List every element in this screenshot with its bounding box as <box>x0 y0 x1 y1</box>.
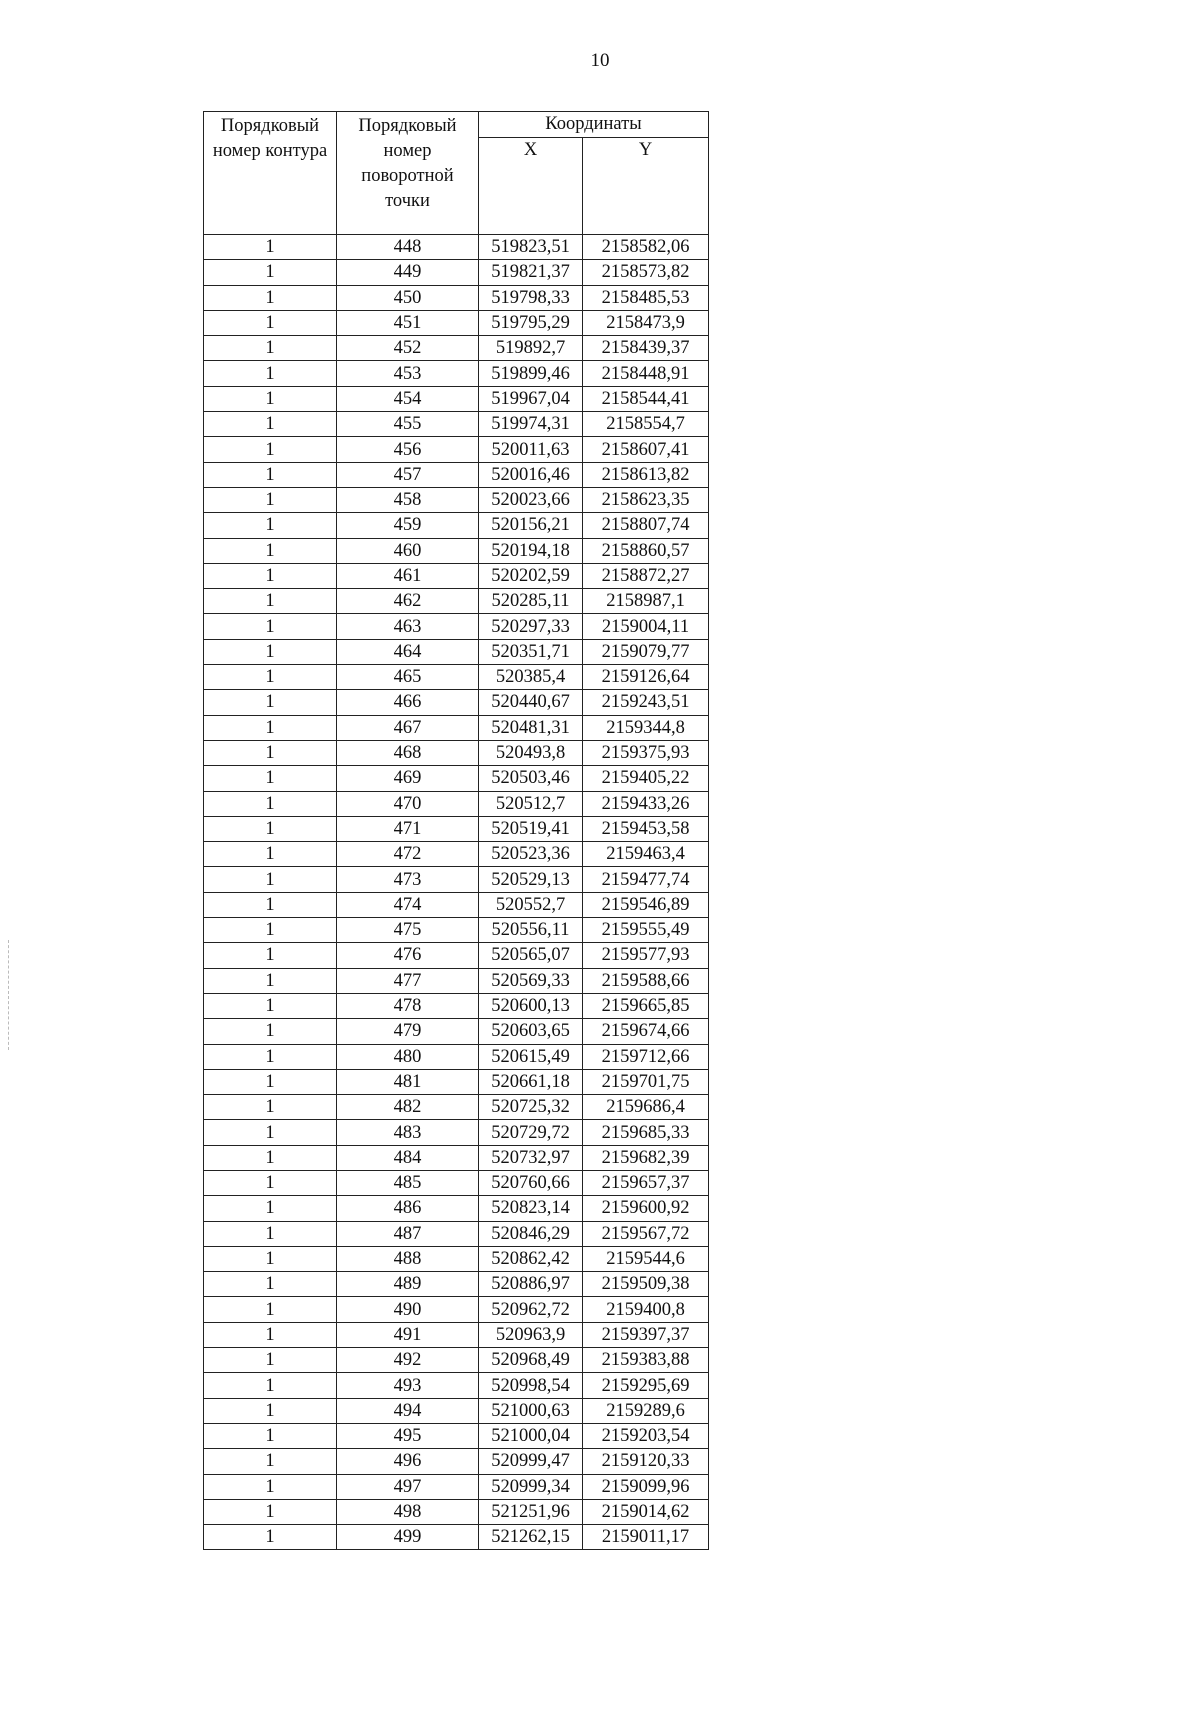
cell-contour: 1 <box>204 310 337 335</box>
cell-point: 472 <box>337 842 479 867</box>
header-y: Y <box>583 138 709 235</box>
header-contour-label: Порядковый номер контура <box>212 116 328 161</box>
table-row <box>204 1423 709 1448</box>
cell-contour: 1 <box>204 892 337 917</box>
table-row <box>204 1272 709 1297</box>
cell-x: 520440,67 <box>479 690 583 715</box>
cell-contour: 1 <box>204 513 337 538</box>
table-row <box>204 235 709 260</box>
table-row <box>204 1145 709 1170</box>
cell-y: 2159555,49 <box>583 918 709 943</box>
cell-x: 520968,49 <box>479 1348 583 1373</box>
cell-point: 494 <box>337 1398 479 1423</box>
cell-x: 520886,97 <box>479 1272 583 1297</box>
cell-contour: 1 <box>204 614 337 639</box>
cell-x: 520552,7 <box>479 892 583 917</box>
table-row <box>204 993 709 1018</box>
cell-y: 2159099,96 <box>583 1474 709 1499</box>
cell-contour: 1 <box>204 1069 337 1094</box>
cell-point: 484 <box>337 1145 479 1170</box>
cell-contour: 1 <box>204 1398 337 1423</box>
cell-y: 2159120,33 <box>583 1449 709 1474</box>
table-row <box>204 842 709 867</box>
cell-x: 520523,36 <box>479 842 583 867</box>
cell-y: 2159375,93 <box>583 740 709 765</box>
table-row <box>204 1069 709 1094</box>
cell-contour: 1 <box>204 437 337 462</box>
cell-y: 2159544,6 <box>583 1246 709 1271</box>
cell-y: 2158613,82 <box>583 462 709 487</box>
cell-point: 481 <box>337 1069 479 1094</box>
cell-x: 520156,21 <box>479 513 583 538</box>
table-row <box>204 1525 709 1550</box>
cell-point: 478 <box>337 993 479 1018</box>
cell-contour: 1 <box>204 589 337 614</box>
table-row <box>204 665 709 690</box>
cell-contour: 1 <box>204 1246 337 1271</box>
cell-x: 520297,33 <box>479 614 583 639</box>
cell-point: 471 <box>337 816 479 841</box>
cell-contour: 1 <box>204 766 337 791</box>
cell-y: 2158473,9 <box>583 310 709 335</box>
table-row <box>204 943 709 968</box>
table-row <box>204 487 709 512</box>
cell-y: 2158807,74 <box>583 513 709 538</box>
cell-contour: 1 <box>204 918 337 943</box>
cell-point: 497 <box>337 1474 479 1499</box>
cell-x: 520999,47 <box>479 1449 583 1474</box>
cell-x: 519798,33 <box>479 285 583 310</box>
table-row <box>204 639 709 664</box>
cell-y: 2158582,06 <box>583 235 709 260</box>
table-row <box>204 614 709 639</box>
table-row <box>204 918 709 943</box>
cell-point: 470 <box>337 791 479 816</box>
table-row <box>204 1095 709 1120</box>
table-row <box>204 1246 709 1271</box>
table-row <box>204 589 709 614</box>
table-row <box>204 1044 709 1069</box>
cell-point: 448 <box>337 235 479 260</box>
cell-x: 520285,11 <box>479 589 583 614</box>
cell-x: 519967,04 <box>479 386 583 411</box>
cell-contour: 1 <box>204 1044 337 1069</box>
cell-y: 2158987,1 <box>583 589 709 614</box>
cell-contour: 1 <box>204 1272 337 1297</box>
cell-y: 2159509,38 <box>583 1272 709 1297</box>
cell-x: 520823,14 <box>479 1196 583 1221</box>
cell-contour: 1 <box>204 412 337 437</box>
cell-point: 496 <box>337 1449 479 1474</box>
cell-point: 498 <box>337 1499 479 1524</box>
cell-x: 520202,59 <box>479 563 583 588</box>
cell-contour: 1 <box>204 1120 337 1145</box>
cell-y: 2159289,6 <box>583 1398 709 1423</box>
cell-point: 476 <box>337 943 479 968</box>
cell-x: 520503,46 <box>479 766 583 791</box>
cell-point: 490 <box>337 1297 479 1322</box>
cell-contour: 1 <box>204 260 337 285</box>
cell-y: 2159405,22 <box>583 766 709 791</box>
cell-x: 520023,66 <box>479 487 583 512</box>
cell-x: 519892,7 <box>479 336 583 361</box>
cell-x: 520862,42 <box>479 1246 583 1271</box>
cell-point: 458 <box>337 487 479 512</box>
cell-point: 459 <box>337 513 479 538</box>
cell-contour: 1 <box>204 1525 337 1550</box>
cell-contour: 1 <box>204 867 337 892</box>
table-row <box>204 1449 709 1474</box>
cell-point: 493 <box>337 1373 479 1398</box>
cell-y: 2158872,27 <box>583 563 709 588</box>
cell-point: 451 <box>337 310 479 335</box>
table-row <box>204 791 709 816</box>
cell-x: 520846,29 <box>479 1221 583 1246</box>
page-number: 10 <box>590 50 610 71</box>
cell-y: 2158623,35 <box>583 487 709 512</box>
cell-point: 465 <box>337 665 479 690</box>
cell-y: 2159400,8 <box>583 1297 709 1322</box>
header-coordinates: Координаты <box>479 112 709 138</box>
cell-x: 519795,29 <box>479 310 583 335</box>
cell-point: 461 <box>337 563 479 588</box>
cell-y: 2159203,54 <box>583 1423 709 1448</box>
cell-point: 467 <box>337 715 479 740</box>
cell-x: 520529,13 <box>479 867 583 892</box>
table-body <box>204 235 709 1550</box>
cell-point: 492 <box>337 1348 479 1373</box>
cell-y: 2159079,77 <box>583 639 709 664</box>
cell-point: 463 <box>337 614 479 639</box>
cell-x: 520481,31 <box>479 715 583 740</box>
cell-point: 482 <box>337 1095 479 1120</box>
cell-contour: 1 <box>204 715 337 740</box>
cell-point: 455 <box>337 412 479 437</box>
table-row <box>204 437 709 462</box>
cell-contour: 1 <box>204 1170 337 1195</box>
cell-point: 486 <box>337 1196 479 1221</box>
cell-y: 2158554,7 <box>583 412 709 437</box>
cell-point: 479 <box>337 1019 479 1044</box>
cell-point: 474 <box>337 892 479 917</box>
cell-point: 457 <box>337 462 479 487</box>
table-row <box>204 816 709 841</box>
cell-point: 462 <box>337 589 479 614</box>
table-row <box>204 1474 709 1499</box>
cell-y: 2159685,33 <box>583 1120 709 1145</box>
cell-contour: 1 <box>204 386 337 411</box>
cell-y: 2159344,8 <box>583 715 709 740</box>
table-row <box>204 867 709 892</box>
cell-y: 2159600,92 <box>583 1196 709 1221</box>
cell-x: 520615,49 <box>479 1044 583 1069</box>
cell-y: 2159701,75 <box>583 1069 709 1094</box>
cell-point: 485 <box>337 1170 479 1195</box>
cell-x: 520512,7 <box>479 791 583 816</box>
cell-x: 520963,9 <box>479 1322 583 1347</box>
cell-point: 473 <box>337 867 479 892</box>
cell-contour: 1 <box>204 1221 337 1246</box>
cell-x: 519823,51 <box>479 235 583 260</box>
cell-point: 489 <box>337 1272 479 1297</box>
table-row <box>204 1373 709 1398</box>
cell-x: 520999,34 <box>479 1474 583 1499</box>
table-row <box>204 1297 709 1322</box>
cell-x: 520732,97 <box>479 1145 583 1170</box>
cell-y: 2159295,69 <box>583 1373 709 1398</box>
cell-x: 520351,71 <box>479 639 583 664</box>
cell-y: 2158485,53 <box>583 285 709 310</box>
table-row <box>204 412 709 437</box>
header-contour-number <box>204 112 337 235</box>
cell-y: 2159674,66 <box>583 1019 709 1044</box>
table-row <box>204 285 709 310</box>
cell-contour: 1 <box>204 639 337 664</box>
cell-contour: 1 <box>204 1196 337 1221</box>
cell-contour: 1 <box>204 993 337 1018</box>
cell-y: 2159665,85 <box>583 993 709 1018</box>
cell-point: 477 <box>337 968 479 993</box>
cell-contour: 1 <box>204 1423 337 1448</box>
cell-point: 495 <box>337 1423 479 1448</box>
cell-contour: 1 <box>204 1348 337 1373</box>
cell-x: 521000,63 <box>479 1398 583 1423</box>
cell-y: 2159588,66 <box>583 968 709 993</box>
cell-y: 2159712,66 <box>583 1044 709 1069</box>
cell-y: 2159567,72 <box>583 1221 709 1246</box>
table-row <box>204 1398 709 1423</box>
cell-contour: 1 <box>204 1474 337 1499</box>
cell-y: 2159577,93 <box>583 943 709 968</box>
cell-contour: 1 <box>204 740 337 765</box>
cell-point: 466 <box>337 690 479 715</box>
cell-contour: 1 <box>204 235 337 260</box>
table-row <box>204 1348 709 1373</box>
cell-contour: 1 <box>204 1373 337 1398</box>
cell-point: 480 <box>337 1044 479 1069</box>
cell-contour: 1 <box>204 1145 337 1170</box>
cell-contour: 1 <box>204 285 337 310</box>
cell-point: 499 <box>337 1525 479 1550</box>
cell-contour: 1 <box>204 1322 337 1347</box>
cell-y: 2159383,88 <box>583 1348 709 1373</box>
cell-point: 469 <box>337 766 479 791</box>
table-row <box>204 513 709 538</box>
cell-x: 520011,63 <box>479 437 583 462</box>
cell-x: 520661,18 <box>479 1069 583 1094</box>
cell-x: 521251,96 <box>479 1499 583 1524</box>
cell-contour: 1 <box>204 487 337 512</box>
cell-x: 520600,13 <box>479 993 583 1018</box>
table-row <box>204 740 709 765</box>
table-row <box>204 1322 709 1347</box>
cell-y: 2159011,17 <box>583 1525 709 1550</box>
cell-point: 452 <box>337 336 479 361</box>
cell-contour: 1 <box>204 538 337 563</box>
table-row <box>204 310 709 335</box>
cell-x: 520729,72 <box>479 1120 583 1145</box>
cell-y: 2159686,4 <box>583 1095 709 1120</box>
cell-x: 521262,15 <box>479 1525 583 1550</box>
cell-y: 2158607,41 <box>583 437 709 462</box>
cell-y: 2159463,4 <box>583 842 709 867</box>
cell-x: 520385,4 <box>479 665 583 690</box>
table-row <box>204 361 709 386</box>
cell-contour: 1 <box>204 816 337 841</box>
cell-y: 2159546,89 <box>583 892 709 917</box>
cell-x: 520760,66 <box>479 1170 583 1195</box>
cell-point: 488 <box>337 1246 479 1271</box>
cell-y: 2158439,37 <box>583 336 709 361</box>
table-row <box>204 715 709 740</box>
cell-y: 2159682,39 <box>583 1145 709 1170</box>
table-row <box>204 538 709 563</box>
cell-y: 2159014,62 <box>583 1499 709 1524</box>
cell-x: 520565,07 <box>479 943 583 968</box>
cell-contour: 1 <box>204 1297 337 1322</box>
table-row <box>204 563 709 588</box>
cell-x: 519899,46 <box>479 361 583 386</box>
table-row <box>204 892 709 917</box>
cell-y: 2159243,51 <box>583 690 709 715</box>
cell-point: 487 <box>337 1221 479 1246</box>
header-point-label: Порядковый номер поворотной точки <box>358 116 457 211</box>
table-row <box>204 1196 709 1221</box>
cell-contour: 1 <box>204 690 337 715</box>
header-x: X <box>479 138 583 235</box>
cell-x: 520603,65 <box>479 1019 583 1044</box>
table-row <box>204 690 709 715</box>
cell-contour: 1 <box>204 968 337 993</box>
cell-x: 520519,41 <box>479 816 583 841</box>
cell-x: 520493,8 <box>479 740 583 765</box>
table-row <box>204 1019 709 1044</box>
cell-contour: 1 <box>204 1499 337 1524</box>
cell-y: 2158448,91 <box>583 361 709 386</box>
cell-point: 491 <box>337 1322 479 1347</box>
scan-artifact <box>8 940 11 1050</box>
table-row <box>204 1221 709 1246</box>
table-row <box>204 260 709 285</box>
cell-contour: 1 <box>204 791 337 816</box>
cell-x: 520569,33 <box>479 968 583 993</box>
table-row <box>204 1499 709 1524</box>
cell-x: 520194,18 <box>479 538 583 563</box>
cell-y: 2159453,58 <box>583 816 709 841</box>
cell-contour: 1 <box>204 1095 337 1120</box>
cell-contour: 1 <box>204 462 337 487</box>
cell-point: 453 <box>337 361 479 386</box>
cell-x: 520016,46 <box>479 462 583 487</box>
table-row <box>204 1170 709 1195</box>
cell-y: 2158573,82 <box>583 260 709 285</box>
cell-contour: 1 <box>204 1449 337 1474</box>
cell-contour: 1 <box>204 336 337 361</box>
table-row <box>204 336 709 361</box>
table-row <box>204 1120 709 1145</box>
table-row <box>204 462 709 487</box>
cell-point: 483 <box>337 1120 479 1145</box>
cell-point: 475 <box>337 918 479 943</box>
cell-y: 2159126,64 <box>583 665 709 690</box>
cell-y: 2159433,26 <box>583 791 709 816</box>
cell-contour: 1 <box>204 665 337 690</box>
cell-x: 520962,72 <box>479 1297 583 1322</box>
table-row <box>204 386 709 411</box>
cell-point: 460 <box>337 538 479 563</box>
cell-point: 454 <box>337 386 479 411</box>
cell-x: 519821,37 <box>479 260 583 285</box>
cell-y: 2159004,11 <box>583 614 709 639</box>
cell-point: 450 <box>337 285 479 310</box>
cell-x: 519974,31 <box>479 412 583 437</box>
cell-y: 2159397,37 <box>583 1322 709 1347</box>
cell-contour: 1 <box>204 361 337 386</box>
cell-point: 456 <box>337 437 479 462</box>
coordinates-table <box>203 111 709 1550</box>
cell-x: 520998,54 <box>479 1373 583 1398</box>
cell-x: 521000,04 <box>479 1423 583 1448</box>
cell-contour: 1 <box>204 943 337 968</box>
cell-point: 464 <box>337 639 479 664</box>
cell-contour: 1 <box>204 842 337 867</box>
cell-contour: 1 <box>204 563 337 588</box>
cell-contour: 1 <box>204 1019 337 1044</box>
cell-x: 520725,32 <box>479 1095 583 1120</box>
cell-y: 2158860,57 <box>583 538 709 563</box>
header-point-number <box>337 112 479 235</box>
cell-y: 2159477,74 <box>583 867 709 892</box>
cell-point: 449 <box>337 260 479 285</box>
table-row <box>204 968 709 993</box>
table-row <box>204 766 709 791</box>
cell-point: 468 <box>337 740 479 765</box>
cell-x: 520556,11 <box>479 918 583 943</box>
cell-y: 2158544,41 <box>583 386 709 411</box>
cell-y: 2159657,37 <box>583 1170 709 1195</box>
